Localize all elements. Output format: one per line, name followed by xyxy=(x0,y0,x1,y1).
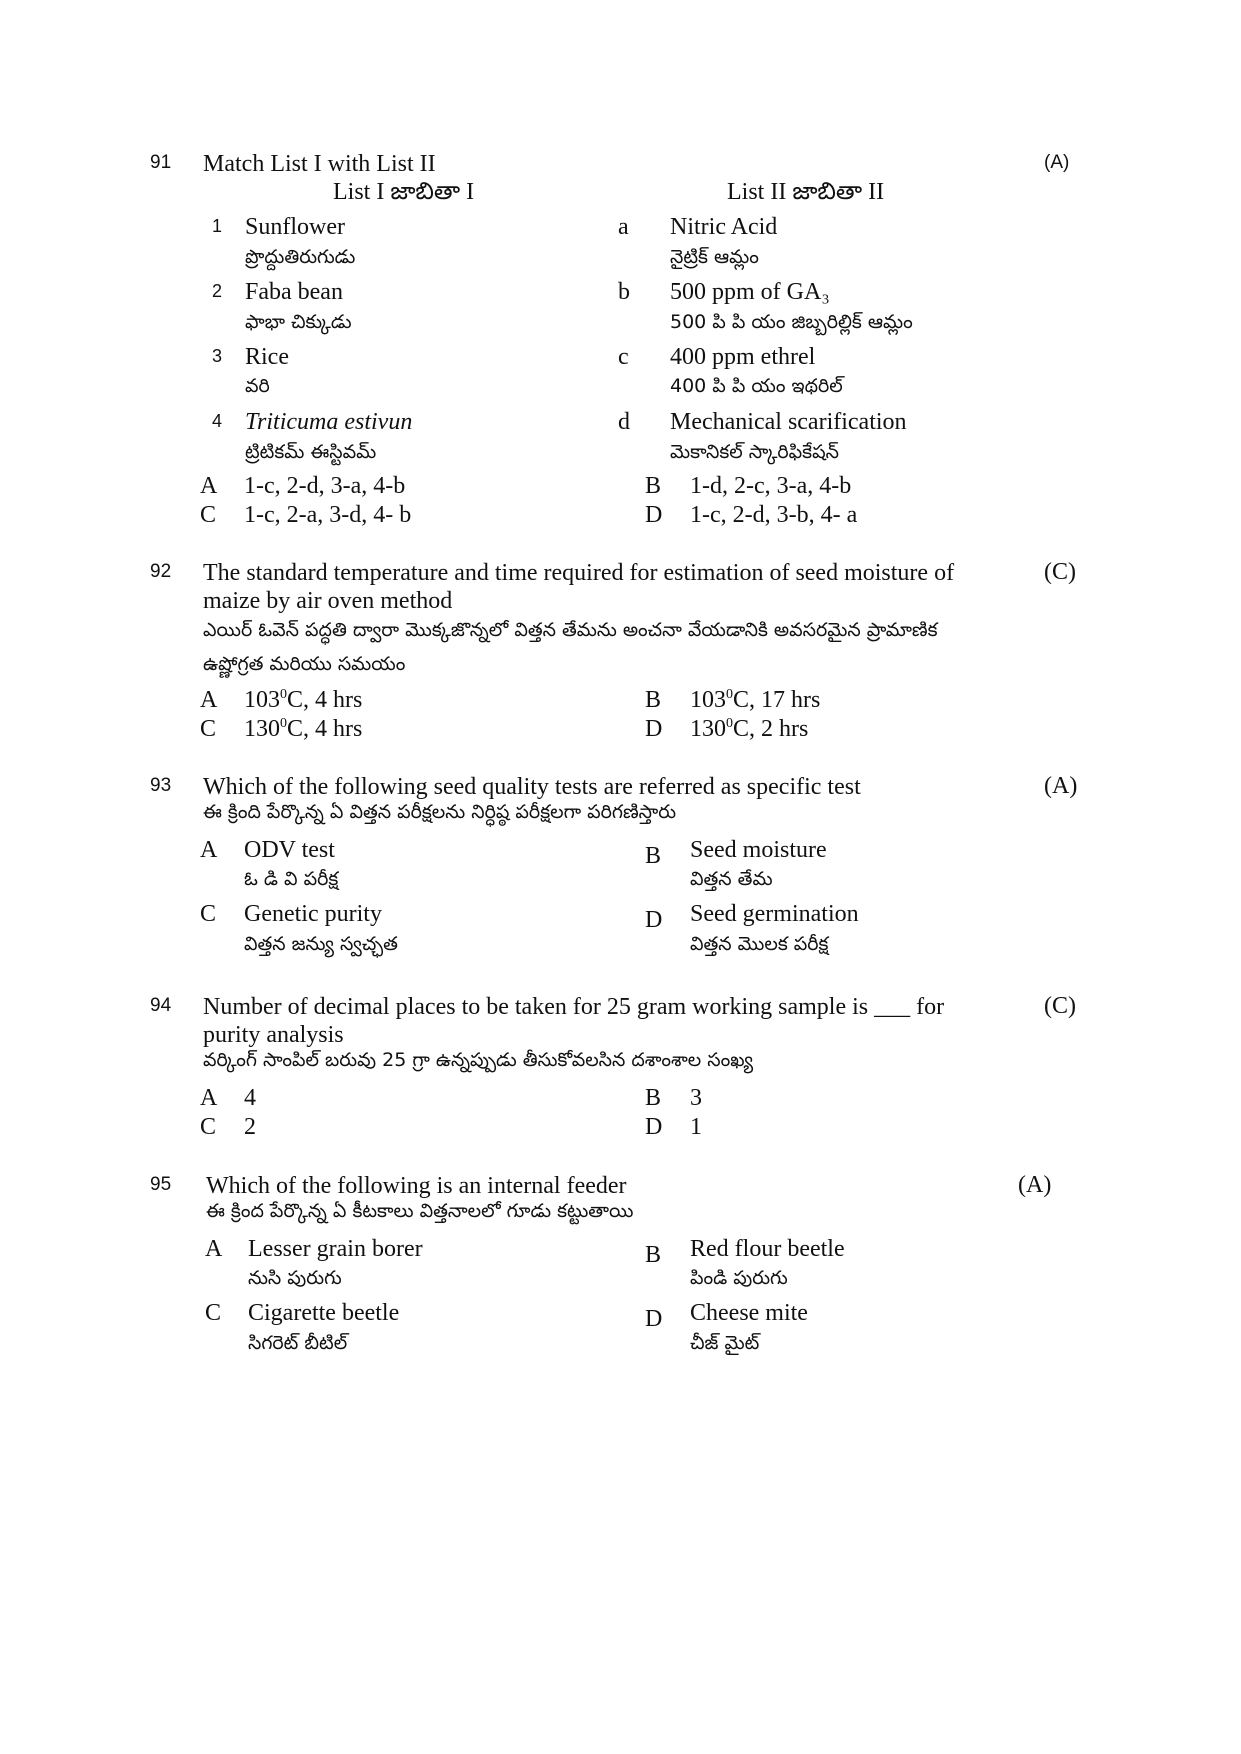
option-text: 3 xyxy=(690,1085,702,1111)
option-label: B xyxy=(645,843,662,869)
option-label: A xyxy=(200,473,218,499)
list1-item-te: ట్రిటికమ్ ఈస్టివమ్ xyxy=(245,441,377,463)
option-text: Seed moisture xyxy=(690,837,827,863)
question-number: 93 xyxy=(150,775,172,796)
option-text: 1-d, 2-c, 3-a, 4-b xyxy=(690,473,852,499)
question-text-telugu: ఎయిర్ ఓవెన్ పద్ధతి ద్వారా మొక్కజొన్నలో విత్తన తేమను అంచనా వేయడానికి అవసరమైన ప్రామాణిక ఉష్ణోగ్రత మరియు సమయం xyxy=(203,619,938,675)
option-text-telugu: ఓ డి వి పరీక్ష xyxy=(244,868,339,890)
list2-item-te: నైట్రిక్ ఆమ్లం xyxy=(670,246,759,268)
list2-item-te: 400 పి పి యం ఇథరిల్ xyxy=(670,375,843,397)
option-text: $130^0C$, 4 hrs xyxy=(244,716,363,742)
option-label: C xyxy=(200,502,217,528)
option-text: Lesser grain borer xyxy=(248,1236,423,1262)
option-text-telugu: విత్తన జన్యు స్వచ్ఛత xyxy=(244,933,398,955)
list1-item-en: Faba bean xyxy=(245,279,343,305)
option-label: C xyxy=(205,1300,222,1326)
option-text-telugu: విత్తన తేమ xyxy=(690,868,773,890)
option-label: A xyxy=(200,687,218,713)
option-text: $130^0C$, 2 hrs xyxy=(690,716,809,742)
list1-label: 1 xyxy=(212,216,223,236)
option-text-telugu: సిగరెట్ బీటిల్ xyxy=(248,1332,348,1354)
option-text: Cheese mite xyxy=(690,1300,808,1326)
option-label: A xyxy=(200,1085,218,1111)
option-text: Genetic purity xyxy=(244,901,382,927)
question-text: Which of the following is an internal feeder xyxy=(206,1173,627,1199)
answer-key: (A) xyxy=(1018,1172,1052,1198)
option-text: Cigarette beetle xyxy=(248,1300,400,1326)
option-label: D xyxy=(645,716,663,742)
question-text: Which of the following seed quality tests are referred as specific test xyxy=(203,774,861,800)
question-number: 92 xyxy=(150,561,172,582)
option-label: D xyxy=(645,1114,663,1140)
option-text: ODV test xyxy=(244,837,335,863)
list2-item-en: Mechanical scarification xyxy=(670,409,907,435)
list1-item-en: Triticuma estivun xyxy=(245,409,413,435)
option-label: D xyxy=(645,502,663,528)
list2-item-te: 500 పి పి యం జిబ్బరిల్లిక్ ఆమ్లం xyxy=(670,311,913,333)
list2-item-te: మెకానికల్ స్కారిఫికేషన్ xyxy=(670,441,839,463)
option-text-telugu: చీజ్ మైట్ xyxy=(690,1332,760,1354)
option-text-telugu: విత్తన మొలక పరీక్ష xyxy=(690,933,829,955)
answer-key: (A) xyxy=(1044,773,1078,799)
list2-item-en: Nitric Acid xyxy=(670,214,778,240)
question-number: 95 xyxy=(150,1174,172,1195)
option-text: 1-c, 2-d, 3-a, 4-b xyxy=(244,473,406,499)
list2-header: List II జాబితా II xyxy=(727,179,885,205)
option-label: C xyxy=(200,901,217,927)
question-text-telugu: ఈ క్రింద పేర్కొన్న ఏ కీటకాలు విత్తనాలలో గూడు కట్టుతాయి xyxy=(206,1200,634,1222)
option-text: 4 xyxy=(244,1085,256,1111)
list1-item-te: ఫాభా చిక్కుడు xyxy=(245,311,352,333)
option-label: A xyxy=(200,837,218,863)
list1-item-te: ప్రొద్దుతిరుగుడు xyxy=(245,246,356,268)
question-text-telugu: ఈ క్రింది పేర్కొన్న ఏ విత్తన పరీక్షలను నిర్ధిష్ఠ పరీక్షలగా పరిగణిస్తారు xyxy=(203,801,677,823)
option-label: C xyxy=(200,716,217,742)
option-text: $103^0C$, 4 hrs xyxy=(244,687,363,713)
list1-item-en: Sunflower xyxy=(245,214,345,240)
option-text: Seed germination xyxy=(690,901,859,927)
list1-label: 2 xyxy=(212,281,223,301)
list2-label: d xyxy=(618,409,630,435)
list2-item-en: 500 ppm of GA₃ xyxy=(670,279,830,305)
option-label: B xyxy=(645,1242,662,1268)
question-number: 91 xyxy=(150,152,172,173)
list2-label: c xyxy=(618,344,629,370)
option-label: B xyxy=(645,473,662,499)
question-number: 94 xyxy=(150,995,172,1016)
option-text: 1-c, 2-a, 3-d, 4- b xyxy=(244,502,412,528)
option-text: Red flour beetle xyxy=(690,1236,845,1262)
list1-label: 4 xyxy=(212,411,223,431)
option-text-telugu: పిండి పురుగు xyxy=(690,1267,788,1289)
list2-label: a xyxy=(618,214,629,240)
option-label: D xyxy=(645,907,663,933)
option-text-telugu: నుసి పురుగు xyxy=(248,1267,342,1289)
list2-item-en: 400 ppm ethrel xyxy=(670,344,816,370)
list1-item-te: వరి xyxy=(245,375,270,397)
list2-label: b xyxy=(618,279,630,305)
option-label: D xyxy=(645,1306,663,1332)
option-label: B xyxy=(645,687,662,713)
option-label: A xyxy=(205,1236,223,1262)
option-text: $103^0C$, 17 hrs xyxy=(690,687,821,713)
option-label: B xyxy=(645,1085,662,1111)
question-text: Match List I with List II xyxy=(203,151,436,177)
list1-item-en: Rice xyxy=(245,344,289,370)
answer-key: (C) xyxy=(1044,993,1076,1019)
question-text: Number of decimal places to be taken for 25 gram working sample is ___ for purity analysis xyxy=(203,994,945,1048)
question-text-telugu: వర్కింగ్ సాంపిల్ బరువు 25 గ్రా ఉన్నప్పుడు తీసుకోవలసిన దశాంశాల సంఖ్య xyxy=(203,1049,754,1071)
question-text: The standard temperature and time required for estimation of seed moisture of maize by air oven method xyxy=(203,560,955,614)
list1-label: 3 xyxy=(212,346,223,366)
answer-key: (A) xyxy=(1044,152,1070,173)
option-text: 1 xyxy=(690,1114,702,1140)
list1-header: List I జాబితా I xyxy=(333,179,475,205)
option-label: C xyxy=(200,1114,217,1140)
option-text: 1-c, 2-d, 3-b, 4- a xyxy=(690,502,858,528)
option-text: 2 xyxy=(244,1114,256,1140)
answer-key: (C) xyxy=(1044,559,1076,585)
